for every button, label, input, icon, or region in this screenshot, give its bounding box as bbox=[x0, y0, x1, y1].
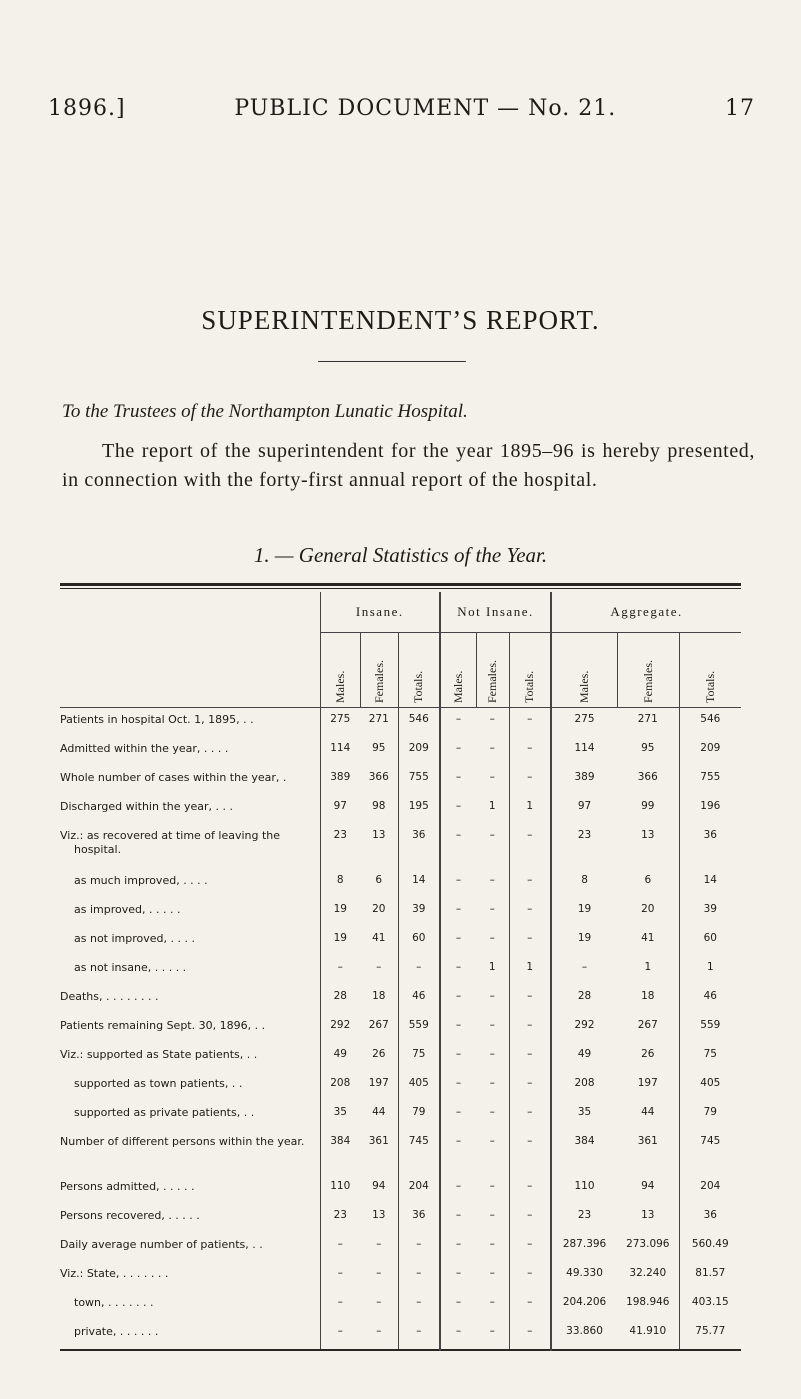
cell-aggregate-males: 35 bbox=[551, 1101, 617, 1130]
cell-aggregate-females: 41.910 bbox=[629, 1325, 667, 1337]
table-row bbox=[60, 898, 741, 927]
subhead-totals: Totals. bbox=[679, 633, 741, 708]
row-label: Deaths, . . . . . . . . bbox=[60, 990, 159, 1003]
row-label: Number of different persons within the year. bbox=[60, 1135, 305, 1148]
intro-paragraph: The report of the superintendent for the year 1895–96 is hereby presented, in connection with the forty-first annual report of the hospital. bbox=[62, 440, 755, 491]
cell-aggregate-totals: 81.57 bbox=[679, 1262, 741, 1291]
cell-aggregate-totals: 60 bbox=[679, 927, 741, 956]
row-label: as much improved, . . . . bbox=[74, 874, 208, 887]
cell-not-insane-males: – bbox=[440, 824, 476, 869]
group-not-insane: Not Insane. bbox=[440, 592, 551, 633]
cell-aggregate-females: 13 bbox=[641, 1209, 655, 1221]
table-row bbox=[60, 1072, 741, 1101]
cell-not-insane-males: – bbox=[440, 1130, 476, 1175]
cell-aggregate-males: 97 bbox=[551, 795, 617, 824]
cell-aggregate-females: 99 bbox=[641, 800, 655, 812]
cell-not-insane-females: – bbox=[489, 903, 495, 915]
table-body bbox=[60, 708, 741, 1351]
cell-not-insane-totals: – bbox=[509, 1204, 551, 1233]
cell-aggregate-totals: 209 bbox=[679, 737, 741, 766]
cell-insane-females: 20 bbox=[372, 903, 386, 915]
cell-insane-males: – bbox=[320, 956, 360, 985]
cell-insane-totals: 559 bbox=[398, 1014, 440, 1043]
row-label: Patients in hospital Oct. 1, 1895, . . bbox=[60, 713, 254, 726]
cell-insane-males: 292 bbox=[320, 1014, 360, 1043]
cell-aggregate-females: 273.096 bbox=[626, 1238, 670, 1250]
subhead-females: Females. bbox=[617, 633, 679, 708]
cell-aggregate-females: 6 bbox=[644, 874, 652, 886]
table-top-rule-thick bbox=[60, 583, 741, 586]
cell-insane-males: – bbox=[320, 1291, 360, 1320]
cell-insane-totals: – bbox=[398, 1233, 440, 1262]
row-label: private, . . . . . . bbox=[74, 1325, 159, 1338]
cell-aggregate-females: 1 bbox=[644, 961, 652, 973]
row-label: Persons admitted, . . . . . bbox=[60, 1180, 195, 1193]
cell-not-insane-females: – bbox=[489, 1325, 495, 1337]
cell-aggregate-totals: 403.15 bbox=[679, 1291, 741, 1320]
cell-aggregate-females: 41 bbox=[641, 932, 655, 944]
table-row bbox=[60, 1175, 741, 1204]
row-label: town, . . . . . . . bbox=[74, 1296, 154, 1309]
cell-not-insane-totals: – bbox=[509, 708, 551, 738]
cell-not-insane-totals: – bbox=[509, 1262, 551, 1291]
cell-insane-females: 13 bbox=[372, 1209, 386, 1221]
table-top-rule-thin bbox=[60, 588, 741, 589]
row-label: supported as town patients, . . bbox=[74, 1077, 243, 1090]
cell-not-insane-totals: – bbox=[509, 1014, 551, 1043]
cell-insane-females: – bbox=[376, 961, 382, 973]
cell-aggregate-males: 204.206 bbox=[551, 1291, 617, 1320]
cell-insane-females: – bbox=[376, 1296, 382, 1308]
cell-aggregate-males: 208 bbox=[551, 1072, 617, 1101]
cell-aggregate-totals: 79 bbox=[679, 1101, 741, 1130]
cell-aggregate-males: 384 bbox=[551, 1130, 617, 1175]
cell-aggregate-totals: 559 bbox=[679, 1014, 741, 1043]
header-year: 1896.] bbox=[48, 96, 126, 121]
cell-aggregate-males: 33.860 bbox=[551, 1320, 617, 1350]
section-title: 1. — General Statistics of the Year. bbox=[253, 543, 548, 567]
cell-aggregate-females: 32.240 bbox=[629, 1267, 667, 1279]
title-divider bbox=[318, 361, 466, 362]
cell-aggregate-females: 366 bbox=[637, 771, 658, 783]
cell-insane-males: 8 bbox=[320, 869, 360, 898]
cell-not-insane-males: – bbox=[440, 1320, 476, 1350]
cell-insane-females: 98 bbox=[372, 800, 386, 812]
general-statistics-table bbox=[60, 592, 741, 1351]
table-row bbox=[60, 766, 741, 795]
group-insane: Insane. bbox=[320, 592, 440, 633]
cell-aggregate-totals: 755 bbox=[679, 766, 741, 795]
cell-insane-totals: 546 bbox=[398, 708, 440, 738]
header-page-number: 17 bbox=[725, 96, 755, 121]
cell-insane-females: 6 bbox=[375, 874, 383, 886]
cell-not-insane-males: – bbox=[440, 1204, 476, 1233]
cell-aggregate-totals: 405 bbox=[679, 1072, 741, 1101]
row-label: Admitted within the year, . . . . bbox=[60, 742, 229, 755]
cell-insane-males: 389 bbox=[320, 766, 360, 795]
cell-aggregate-males: – bbox=[551, 956, 617, 985]
cell-aggregate-totals: 745 bbox=[679, 1130, 741, 1175]
cell-not-insane-totals: – bbox=[509, 1291, 551, 1320]
cell-aggregate-females: 271 bbox=[637, 713, 658, 725]
cell-insane-totals: – bbox=[398, 956, 440, 985]
subhead-males: Males. bbox=[551, 633, 617, 708]
cell-insane-females: 26 bbox=[372, 1048, 386, 1060]
row-label: as improved, . . . . . bbox=[74, 903, 181, 916]
table-row bbox=[60, 927, 741, 956]
cell-insane-males: 114 bbox=[320, 737, 360, 766]
cell-insane-females: 95 bbox=[372, 742, 386, 754]
cell-aggregate-totals: 39 bbox=[679, 898, 741, 927]
cell-not-insane-females: – bbox=[489, 771, 495, 783]
cell-insane-totals: 79 bbox=[398, 1101, 440, 1130]
cell-insane-females: 197 bbox=[368, 1077, 389, 1089]
cell-not-insane-females: 1 bbox=[488, 800, 496, 812]
table-row bbox=[60, 1014, 741, 1043]
row-label: supported as private patients, . . bbox=[74, 1106, 255, 1119]
cell-insane-males: 19 bbox=[320, 927, 360, 956]
cell-not-insane-totals: – bbox=[509, 1233, 551, 1262]
cell-not-insane-females: – bbox=[489, 1209, 495, 1221]
cell-aggregate-totals: 560.49 bbox=[679, 1233, 741, 1262]
cell-not-insane-males: – bbox=[440, 1262, 476, 1291]
cell-not-insane-females: – bbox=[489, 1296, 495, 1308]
addressee: To the Trustees of the Northampton Lunatic Hospital. bbox=[62, 401, 468, 422]
cell-not-insane-females: – bbox=[489, 932, 495, 944]
cell-aggregate-totals: 46 bbox=[679, 985, 741, 1014]
cell-insane-females: – bbox=[376, 1238, 382, 1250]
cell-insane-males: 35 bbox=[320, 1101, 360, 1130]
cell-insane-totals: 39 bbox=[398, 898, 440, 927]
cell-aggregate-females: 267 bbox=[637, 1019, 658, 1031]
cell-not-insane-males: – bbox=[440, 795, 476, 824]
cell-not-insane-females: – bbox=[489, 990, 495, 1002]
cell-not-insane-males: – bbox=[440, 1291, 476, 1320]
cell-not-insane-totals: – bbox=[509, 985, 551, 1014]
cell-not-insane-totals: – bbox=[509, 824, 551, 869]
cell-not-insane-females: – bbox=[489, 1077, 495, 1089]
cell-aggregate-females: 95 bbox=[641, 742, 655, 754]
row-label: as not improved, . . . . bbox=[74, 932, 195, 945]
cell-not-insane-females: – bbox=[489, 1238, 495, 1250]
cell-not-insane-males: – bbox=[440, 1043, 476, 1072]
row-label: Whole number of cases within the year, . bbox=[60, 771, 287, 784]
cell-insane-totals: 36 bbox=[398, 1204, 440, 1233]
cell-insane-females: 366 bbox=[368, 771, 389, 783]
cell-aggregate-females: 26 bbox=[641, 1048, 655, 1060]
cell-insane-males: 23 bbox=[320, 1204, 360, 1233]
cell-insane-males: 49 bbox=[320, 1043, 360, 1072]
cell-aggregate-males: 23 bbox=[551, 824, 617, 869]
table-row bbox=[60, 1043, 741, 1072]
cell-insane-females: 94 bbox=[372, 1180, 386, 1192]
cell-not-insane-males: – bbox=[440, 766, 476, 795]
table-row bbox=[60, 1262, 741, 1291]
cell-not-insane-totals: – bbox=[509, 1043, 551, 1072]
group-header-row bbox=[60, 592, 741, 633]
cell-not-insane-males: – bbox=[440, 708, 476, 738]
cell-not-insane-males: – bbox=[440, 927, 476, 956]
cell-insane-males: – bbox=[320, 1262, 360, 1291]
cell-aggregate-females: 361 bbox=[637, 1135, 658, 1147]
cell-insane-totals: 46 bbox=[398, 985, 440, 1014]
cell-aggregate-totals: 1 bbox=[679, 956, 741, 985]
cell-insane-females: – bbox=[376, 1267, 382, 1279]
subhead-females: Females. bbox=[476, 633, 509, 708]
cell-not-insane-females: – bbox=[489, 1267, 495, 1279]
cell-insane-totals: – bbox=[398, 1320, 440, 1350]
table-row bbox=[60, 1233, 741, 1262]
cell-not-insane-females: – bbox=[489, 1180, 495, 1192]
cell-insane-totals: 60 bbox=[398, 927, 440, 956]
row-label: Patients remaining Sept. 30, 1896, . . bbox=[60, 1019, 266, 1032]
table-row bbox=[60, 708, 741, 738]
row-label: Viz.: as recovered at time of leaving the hospital. bbox=[60, 829, 281, 856]
cell-aggregate-males: 389 bbox=[551, 766, 617, 795]
cell-not-insane-totals: – bbox=[509, 1320, 551, 1350]
cell-not-insane-males: – bbox=[440, 1072, 476, 1101]
table-row bbox=[60, 956, 741, 985]
cell-not-insane-totals: – bbox=[509, 1175, 551, 1204]
cell-not-insane-females: – bbox=[489, 1106, 495, 1118]
cell-aggregate-females: 18 bbox=[641, 990, 655, 1002]
subhead-totals: Totals. bbox=[509, 633, 551, 708]
cell-aggregate-males: 8 bbox=[551, 869, 617, 898]
cell-insane-males: 97 bbox=[320, 795, 360, 824]
cell-aggregate-females: 198.946 bbox=[626, 1296, 670, 1308]
cell-aggregate-males: 49.330 bbox=[551, 1262, 617, 1291]
cell-not-insane-totals: 1 bbox=[509, 956, 551, 985]
cell-insane-totals: 405 bbox=[398, 1072, 440, 1101]
cell-not-insane-totals: – bbox=[509, 766, 551, 795]
cell-not-insane-totals: – bbox=[509, 927, 551, 956]
table-row bbox=[60, 1320, 741, 1350]
cell-insane-males: – bbox=[320, 1233, 360, 1262]
cell-insane-males: 208 bbox=[320, 1072, 360, 1101]
cell-aggregate-totals: 196 bbox=[679, 795, 741, 824]
cell-aggregate-males: 292 bbox=[551, 1014, 617, 1043]
cell-not-insane-males: – bbox=[440, 869, 476, 898]
cell-insane-totals: 75 bbox=[398, 1043, 440, 1072]
cell-insane-males: 23 bbox=[320, 824, 360, 869]
cell-insane-totals: 209 bbox=[398, 737, 440, 766]
cell-not-insane-females: – bbox=[489, 829, 495, 841]
cell-not-insane-males: – bbox=[440, 737, 476, 766]
report-title: SUPERINTENDENT’S REPORT. bbox=[201, 305, 600, 335]
cell-insane-females: – bbox=[376, 1325, 382, 1337]
group-aggregate: Aggregate. bbox=[551, 592, 741, 633]
cell-insane-males: 19 bbox=[320, 898, 360, 927]
table-row bbox=[60, 824, 741, 869]
running-header bbox=[48, 96, 755, 121]
cell-aggregate-males: 19 bbox=[551, 927, 617, 956]
cell-insane-totals: – bbox=[398, 1291, 440, 1320]
cell-insane-totals: 36 bbox=[398, 824, 440, 869]
cell-not-insane-totals: – bbox=[509, 869, 551, 898]
cell-insane-totals: 745 bbox=[398, 1130, 440, 1175]
cell-aggregate-males: 287.396 bbox=[551, 1233, 617, 1262]
cell-insane-females: 267 bbox=[368, 1019, 389, 1031]
subhead-totals: Totals. bbox=[398, 633, 440, 708]
cell-aggregate-females: 13 bbox=[641, 829, 655, 841]
cell-not-insane-totals: – bbox=[509, 898, 551, 927]
cell-not-insane-males: – bbox=[440, 898, 476, 927]
subhead-males: Males. bbox=[320, 633, 360, 708]
subhead-males: Males. bbox=[440, 633, 476, 708]
table-row bbox=[60, 737, 741, 766]
table-row bbox=[60, 1204, 741, 1233]
cell-aggregate-males: 114 bbox=[551, 737, 617, 766]
table-row bbox=[60, 1130, 741, 1175]
header-document: PUBLIC DOCUMENT — No. 21. bbox=[234, 96, 617, 121]
cell-insane-males: – bbox=[320, 1320, 360, 1350]
cell-aggregate-totals: 14 bbox=[679, 869, 741, 898]
cell-aggregate-totals: 546 bbox=[679, 708, 741, 738]
cell-insane-totals: 204 bbox=[398, 1175, 440, 1204]
row-label: as not insane, . . . . . bbox=[74, 961, 187, 974]
cell-aggregate-males: 275 bbox=[551, 708, 617, 738]
cell-not-insane-males: – bbox=[440, 1014, 476, 1043]
cell-aggregate-females: 94 bbox=[641, 1180, 655, 1192]
cell-insane-totals: 14 bbox=[398, 869, 440, 898]
cell-not-insane-totals: – bbox=[509, 1101, 551, 1130]
cell-insane-totals: 755 bbox=[398, 766, 440, 795]
cell-aggregate-males: 28 bbox=[551, 985, 617, 1014]
table-row bbox=[60, 795, 741, 824]
cell-not-insane-females: 1 bbox=[488, 961, 496, 973]
cell-insane-females: 44 bbox=[372, 1106, 386, 1118]
cell-aggregate-males: 49 bbox=[551, 1043, 617, 1072]
subhead-females: Females. bbox=[360, 633, 398, 708]
cell-insane-females: 18 bbox=[372, 990, 386, 1002]
cell-aggregate-females: 197 bbox=[637, 1077, 658, 1089]
cell-not-insane-females: – bbox=[489, 713, 495, 725]
table-row bbox=[60, 869, 741, 898]
cell-insane-totals: 195 bbox=[398, 795, 440, 824]
cell-insane-females: 41 bbox=[372, 932, 386, 944]
cell-not-insane-females: – bbox=[489, 742, 495, 754]
cell-not-insane-males: – bbox=[440, 956, 476, 985]
cell-not-insane-males: – bbox=[440, 1101, 476, 1130]
cell-not-insane-males: – bbox=[440, 1233, 476, 1262]
cell-aggregate-totals: 36 bbox=[679, 824, 741, 869]
table-row bbox=[60, 985, 741, 1014]
cell-aggregate-females: 44 bbox=[641, 1106, 655, 1118]
cell-not-insane-males: – bbox=[440, 1175, 476, 1204]
cell-not-insane-females: – bbox=[489, 1135, 495, 1147]
row-label: Daily average number of patients, . . bbox=[60, 1238, 263, 1251]
cell-not-insane-females: – bbox=[489, 1019, 495, 1031]
cell-insane-males: 110 bbox=[320, 1175, 360, 1204]
cell-insane-males: 384 bbox=[320, 1130, 360, 1175]
cell-aggregate-females: 20 bbox=[641, 903, 655, 915]
row-label: Discharged within the year, . . . bbox=[60, 800, 234, 813]
label-column-header bbox=[60, 592, 320, 708]
row-label: Viz.: State, . . . . . . . bbox=[60, 1267, 169, 1280]
table-row bbox=[60, 1101, 741, 1130]
cell-not-insane-females: – bbox=[489, 874, 495, 886]
cell-aggregate-males: 23 bbox=[551, 1204, 617, 1233]
cell-aggregate-males: 19 bbox=[551, 898, 617, 927]
cell-aggregate-totals: 75.77 bbox=[679, 1320, 741, 1350]
cell-not-insane-totals: – bbox=[509, 737, 551, 766]
cell-not-insane-females: – bbox=[489, 1048, 495, 1060]
cell-not-insane-totals: 1 bbox=[509, 795, 551, 824]
cell-aggregate-totals: 36 bbox=[679, 1204, 741, 1233]
cell-insane-totals: – bbox=[398, 1262, 440, 1291]
cell-insane-females: 361 bbox=[368, 1135, 389, 1147]
cell-aggregate-totals: 75 bbox=[679, 1043, 741, 1072]
cell-not-insane-males: – bbox=[440, 985, 476, 1014]
cell-insane-males: 28 bbox=[320, 985, 360, 1014]
row-label: Persons recovered, . . . . . bbox=[60, 1209, 200, 1222]
cell-not-insane-totals: – bbox=[509, 1072, 551, 1101]
cell-aggregate-totals: 204 bbox=[679, 1175, 741, 1204]
table-row bbox=[60, 1291, 741, 1320]
cell-aggregate-males: 110 bbox=[551, 1175, 617, 1204]
cell-insane-females: 13 bbox=[372, 829, 386, 841]
row-label: Viz.: supported as State patients, . . bbox=[60, 1048, 258, 1061]
cell-insane-females: 271 bbox=[368, 713, 389, 725]
cell-insane-males: 275 bbox=[320, 708, 360, 738]
cell-not-insane-totals: – bbox=[509, 1130, 551, 1175]
